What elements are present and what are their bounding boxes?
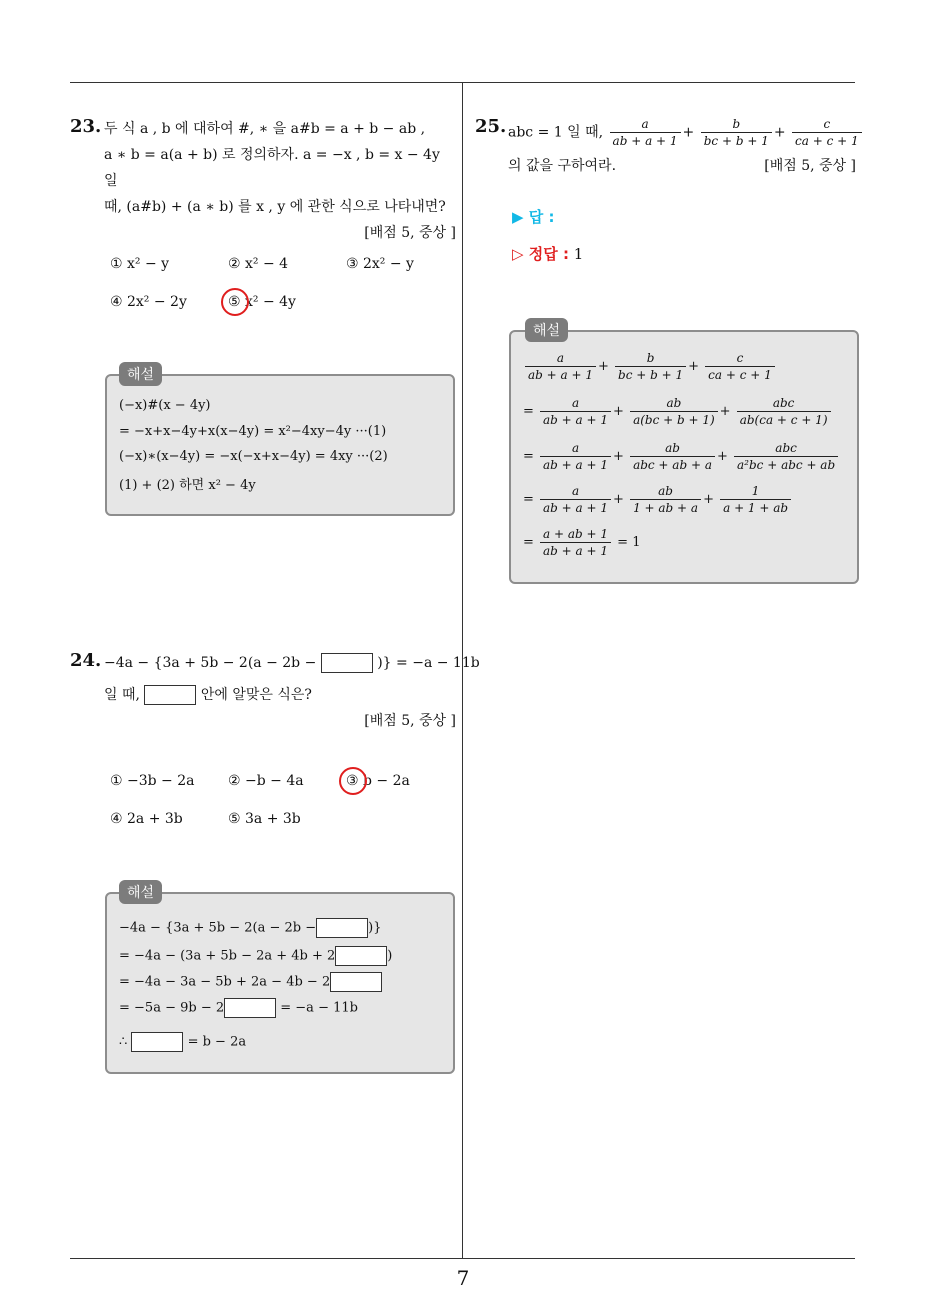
q24-sol3-a: = −4a − 3a − 5b + 2a − 4b − 2 [119, 974, 331, 990]
q25-frac-1: $\frac{a}{ab + a + 1}$ [610, 116, 681, 149]
correct-answer-row [512, 243, 583, 264]
q24-line1-b: )} = −a − 11b [377, 655, 480, 671]
q24-choice-3-text: b − 2a [363, 773, 410, 789]
q24-choice-3[interactable] [346, 773, 464, 789]
q24-sol5-blank [131, 1032, 183, 1052]
q24-choice-1[interactable]: ① −3b − 2a [110, 773, 195, 789]
q23-choice-4[interactable]: ④ 2x² − 2y [110, 294, 187, 310]
q23-line1: 두 식 a , b 에 대하여 #, ∗ 을 a#b = a + b − ab , [104, 121, 426, 137]
q24-choice-4[interactable]: ④ 2a + 3b [110, 811, 183, 827]
q23-text [104, 116, 456, 246]
q24-solution-line5 [119, 1032, 246, 1052]
q24-sol1-a: −4a − {3a + 5b − 2(a − 2b − [119, 920, 317, 936]
page-number: 7 [456, 1266, 470, 1290]
q24-solution-box [105, 885, 455, 1074]
q24-sol2-b: ) [387, 948, 393, 964]
q24-solution-line1 [119, 918, 381, 938]
q24-solution-tag: 해설 [119, 880, 162, 904]
q23-solution-line2: = −x+x−4y+x(x−4y) = x²−4xy−4y ···(1) [119, 424, 387, 439]
q23-line3: 때, (a#b) + (a ∗ b) 를 x , y 에 관한 식으로 나타내면? [104, 199, 446, 215]
q25-sol-row2: = $\frac{a}{ab + a + 1}$ + $\frac{ab}{a(bc + b + 1)}$ + $\frac{\text{abc}}{ab(ca + c + 1)}$ [523, 395, 833, 428]
q23-choice-5-num: ⑤ [228, 294, 241, 310]
q23-choices [110, 251, 464, 327]
q23-choice-3[interactable]: ③ 2x² − y [346, 256, 414, 272]
q25-sol-row5: = $\frac{a + ab + 1}{ab + a + 1}$ = 1 [523, 527, 641, 558]
selected-answer-circle-icon [339, 767, 367, 795]
q24-solution-line2 [119, 946, 392, 966]
q24-blank-box-2 [144, 685, 196, 705]
q24-sol4-a: = −5a − 9b − 2 [119, 1000, 225, 1016]
q23-score: [배점 5, 중상 ] [364, 225, 456, 241]
answer-label: ▶ 답 : [512, 208, 555, 226]
q25-text: abc = 1 일 때, $\frac{a}{ab + a + 1}$ + $\frac{b}{bc + b + 1}$ + $\frac{c}{ca + c + 1}$ 의 값을 구하여라. [배점 5, 중상 ] [508, 116, 856, 179]
q25-line2: 의 값을 구하여라. [508, 158, 617, 174]
q25-sol-row4: = $\frac{a}{ab + a + 1}$ + $\frac{ab}{1 + ab + a}$ + $\frac{1}{a + 1 + ab}$ [523, 483, 793, 516]
q23-number: 23. [70, 116, 102, 137]
bottom-rule [70, 1258, 855, 1259]
q23-solution-line1: (−x)#(x − 4y) [119, 398, 211, 413]
q24-line2-a: 일 때, [104, 687, 140, 703]
q24-sol1-blank [316, 918, 368, 938]
q25-number: 25. [475, 116, 507, 137]
q25-frac-3: $\frac{c}{ca + c + 1}$ [792, 116, 862, 149]
therefore-icon: ∴ [119, 1034, 128, 1050]
q24-choice-3-num: ③ [346, 773, 359, 789]
q25-solution-tag: 해설 [525, 318, 568, 342]
correct-label: ▷ 정답 : [512, 245, 569, 263]
q24-sol5-b: = b − 2a [187, 1034, 247, 1050]
q24-blank-box [321, 653, 373, 673]
q24-sol2-blank [335, 946, 387, 966]
q25-sol-row1: $\frac{a}{ab + a + 1}$ + $\frac{b}{bc + b + 1}$ + $\frac{c}{ca + c + 1}$ [523, 350, 777, 383]
q23-choice-5[interactable] [228, 294, 346, 310]
q25-score: [배점 5, 중상 ] [764, 158, 856, 174]
q23-solution-line4: (1) + (2) 하면 x² − 4y [119, 478, 256, 493]
q24-score: [배점 5, 중상 ] [364, 713, 456, 729]
correct-value: 1 [573, 245, 584, 263]
q24-choices [110, 768, 464, 844]
q25-lead: abc = 1 일 때, [508, 124, 604, 141]
q24-line2-b: 안에 알맞은 식은? [200, 687, 312, 703]
q23-choice-2[interactable]: ② x² − 4 [228, 256, 289, 272]
q24-choice-2[interactable]: ② −b − 4a [228, 773, 304, 789]
q25-frac-2: $\frac{b}{bc + b + 1}$ [701, 116, 772, 149]
q23-solution-tag: 해설 [119, 362, 162, 386]
q24-sol2-a: = −4a − (3a + 5b − 2a + 4b + 2 [119, 948, 336, 964]
q24-sol1-b: )} [368, 920, 382, 936]
selected-answer-circle-icon [221, 288, 249, 316]
q23-line2: a ∗ b = a(a + b) 로 정의하자. a = −x , b = x − 4y 일 [104, 147, 440, 189]
q24-line1-a: −4a − {3a + 5b − 2(a − 2b − [104, 655, 317, 671]
q24-sol4-b: = −a − 11b [280, 1000, 358, 1016]
q23-solution-box [105, 367, 455, 516]
q24-choice-5[interactable]: ⑤ 3a + 3b [228, 811, 301, 827]
q24-sol3-blank [330, 972, 382, 992]
q24-sol4-blank [224, 998, 276, 1018]
q23-choice-5-text: x² − 4y [245, 294, 296, 310]
q24-number: 24. [70, 650, 102, 671]
q23-choice-1[interactable]: ① x² − y [110, 256, 170, 272]
q23-solution-line3: (−x)∗(x−4y) = −x(−x+x−4y) = 4xy ···(2) [119, 449, 388, 464]
q24-solution-line3 [119, 972, 382, 992]
q25-solution-box [509, 323, 859, 584]
q24-text [104, 650, 480, 734]
q24-solution-line4 [119, 998, 358, 1018]
q25-sol-row3: = $\frac{a}{ab + a + 1}$ + $\frac{ab}{\text{abc + ab + a}}$ + $\frac{\text{abc}}{\text{a²bc + abc + ab}}$ [523, 440, 840, 473]
